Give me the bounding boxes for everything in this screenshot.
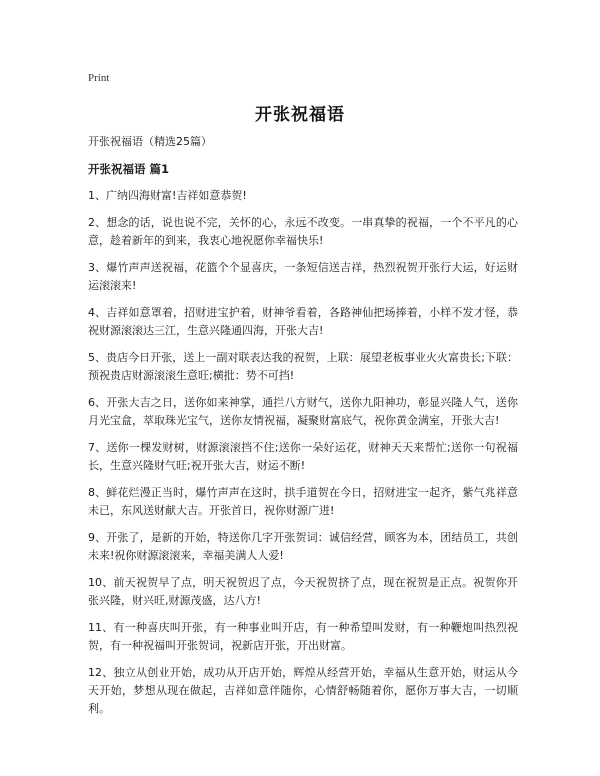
paragraph-3: 3、爆竹声声送祝福，花篮个个显喜庆，一条短信送吉祥，热烈祝贺开张行大运，好运财运滚滚来! [88,261,518,292]
paragraph-9: 9、开张了，是新的开始，特送你几字开张贺词：诚信经营，顾客为本，团结员工，共创未来!祝你财源滚滚来，幸福美满人人爱! [88,531,518,562]
paragraph-10: 10、前天祝贺早了点，明天祝贺迟了点，今天祝贺挤了点，现在祝贺是正点。祝贺你开张兴隆，财兴旺,财源茂盛，达八方! [88,576,518,607]
paragraph-6: 6、开张大吉之日，送你如来神掌，通拦八方财气，送你九阳神功，彰显兴隆人气，送你月光宝盒，萃取珠光宝气，送你友情祝福，凝聚财富底气，祝你黄金满室，开张大吉! [88,396,518,427]
document-body [88,133,518,727]
document-subtitle: 开张祝福语（精选25篇） [88,135,212,148]
paragraph-5: 5、贵店今日开张，送上一副对联表达我的祝贺，上联：展望老板事业火火富贵长;下联：预祝贵店财源滚滚生意旺;横批：势不可挡! [88,351,518,382]
page-title: 开张祝福语 [255,105,345,125]
paragraph-12: 12、独立从创业开始，成功从开店开始，辉煌从经营开始，幸福从生意开始，财运从今天开始，梦想从现在做起，吉祥如意伴随你，心情舒畅随着你，愿你万事大吉，一切顺利。 [88,666,518,715]
paragraph-7: 7、送你一棵发财树，财源滚滚挡不住;送你一朵好运花，财神天天来帮忙;送你一句祝福长，生意兴隆财气旺;祝开张大吉，财运不断! [88,441,518,472]
paragraph-11: 11、有一种喜庆叫开张，有一种事业叫开店，有一种希望叫发财，有一种鞭炮叫热烈祝贺，有一种祝福叫开张贺词，祝新店开张，开出财富。 [88,621,518,652]
section-heading: 开张祝福语 篇1 [88,162,170,176]
print-link[interactable]: Print [88,72,110,84]
paragraph-8: 8、鲜花烂漫正当时，爆竹声声在这时，拱手道贺在今日，招财进宝一起齐，紫气兆祥意未已，东风送财献大吉。开张首日，祝你财源广进! [88,486,518,517]
paragraph-1: 1、广纳四海财富!吉祥如意恭贺! [88,189,247,202]
paragraph-2: 2、想念的话，说也说不完，关怀的心，永远不改变。一串真挚的祝福，一个不平凡的心意，趁着新年的到来，我衷心地祝愿你幸福快乐! [88,216,518,247]
paragraph-4: 4、吉祥如意罩着，招财进宝护着，财神爷看着，各路神仙把场捧着，小样不发才怪，恭祝财源滚滚达三江，生意兴隆通四海，开张大吉! [88,306,518,337]
